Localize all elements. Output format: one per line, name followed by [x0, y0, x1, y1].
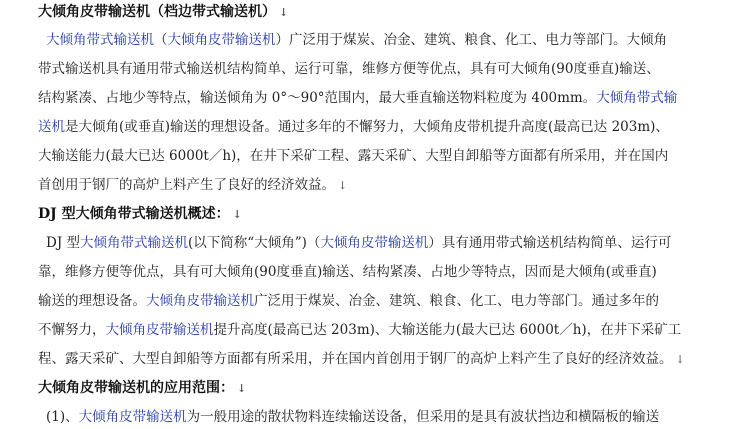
body-text: ）具有通用带式输送机结构简单、运行可	[428, 235, 672, 251]
paragraph-line	[46, 29, 667, 51]
paragraph-line	[38, 87, 677, 109]
paragraph-line	[38, 261, 657, 283]
body-text: 不懈努力，	[38, 322, 106, 338]
section-heading	[38, 1, 288, 23]
paragraph-line	[46, 406, 659, 428]
paragraph-line	[38, 290, 659, 312]
paragraph-mark-icon: ↓	[237, 382, 247, 395]
paragraph-mark-icon: ↓	[338, 179, 348, 192]
body-text: (以下简称“大倾角”)（	[188, 235, 321, 251]
body-text: 首创用于钢厂的高炉上料产生了良好的经济效益。	[38, 177, 335, 193]
body-text: 是大倾角(或垂直)输送的理想设备。通过多年的不懈努力，大倾角皮带机提升高度(最高已达 203m)、	[65, 119, 669, 135]
body-text: 程、露天采矿、大型自卸船等方面都有所采用，并在国内首创用于钢厂的高炉上料产生了良好的经济效益。	[38, 351, 673, 367]
body-text: (1)、	[46, 409, 79, 425]
keyword-link[interactable]: 大倾角皮带输送机	[146, 293, 254, 309]
heading-text: DJ 型大倾角带式输送机概述：	[38, 206, 230, 222]
paragraph-line	[38, 58, 660, 80]
paragraph-mark-icon: ↓	[675, 353, 685, 366]
body-text: ）广泛用于煤炭、冶金、建筑、粮食、化工、电力等部门。大倾角	[275, 32, 667, 48]
paragraph-mark-icon: ↓	[279, 6, 289, 19]
body-text: 结构紧凑、占地少等特点，输送倾角为 0°～90°范围内，最大垂直输送物料粒度为 400mm。	[38, 90, 597, 106]
body-text: 带式输送机具有通用带式输送机结构简单、运行可靠，维修方便等优点，具有可大倾角(90度垂直)输送、	[38, 61, 660, 77]
heading-text: 大倾角皮带输送机的应用范围：	[38, 380, 234, 396]
paragraph-line	[38, 174, 347, 196]
paragraph-line	[38, 116, 669, 138]
paragraph-line	[38, 319, 681, 341]
body-text: 为一般用途的散状物料连续输送设备，但采用的是具有波状挡边和横隔板的输送	[186, 409, 660, 425]
keyword-link[interactable]: 大倾角皮带输送机	[320, 235, 429, 251]
section-heading	[38, 377, 246, 399]
heading-text: 大倾角皮带输送机（档边带式输送机）	[38, 4, 276, 20]
paragraph-line	[38, 348, 685, 370]
keyword-link[interactable]: 大倾角带式输送机	[46, 32, 154, 48]
paragraph-mark-icon: ↓	[232, 208, 242, 221]
section-heading	[38, 203, 242, 225]
keyword-link[interactable]: 送机	[38, 119, 65, 135]
keyword-link[interactable]: 大倾角带式输	[596, 90, 678, 106]
keyword-link[interactable]: 大倾角皮带输送机	[167, 32, 276, 48]
body-text: DJ 型	[46, 235, 81, 251]
body-text: 靠，维修方便等优点，具有可大倾角(90度垂直)输送、结构紧凑、占地少等特点，因而是大倾角(或垂直)	[38, 264, 657, 280]
body-text: 大输送能力(最大已达 6000t／h)，在井下采矿工程、露天采矿、大型自卸船等方面都有所采用，并在国内	[38, 148, 669, 164]
body-text: 输送的理想设备。	[38, 293, 146, 309]
body-text: 提升高度(最高已达 203m)、大输送能力(最大已达 6000t／h)，在井下采矿工	[213, 322, 682, 338]
body-text: （	[154, 32, 168, 48]
paragraph-line	[46, 232, 671, 254]
paragraph-line	[38, 145, 668, 167]
keyword-link[interactable]: 大倾角皮带输送机	[105, 322, 214, 338]
keyword-link[interactable]: 大倾角带式输送机	[80, 235, 189, 251]
keyword-link[interactable]: 大倾角皮带输送机	[78, 409, 187, 425]
body-text: 广泛用于煤炭、冶金、建筑、粮食、化工、电力等部门。通过多年的	[254, 293, 659, 309]
